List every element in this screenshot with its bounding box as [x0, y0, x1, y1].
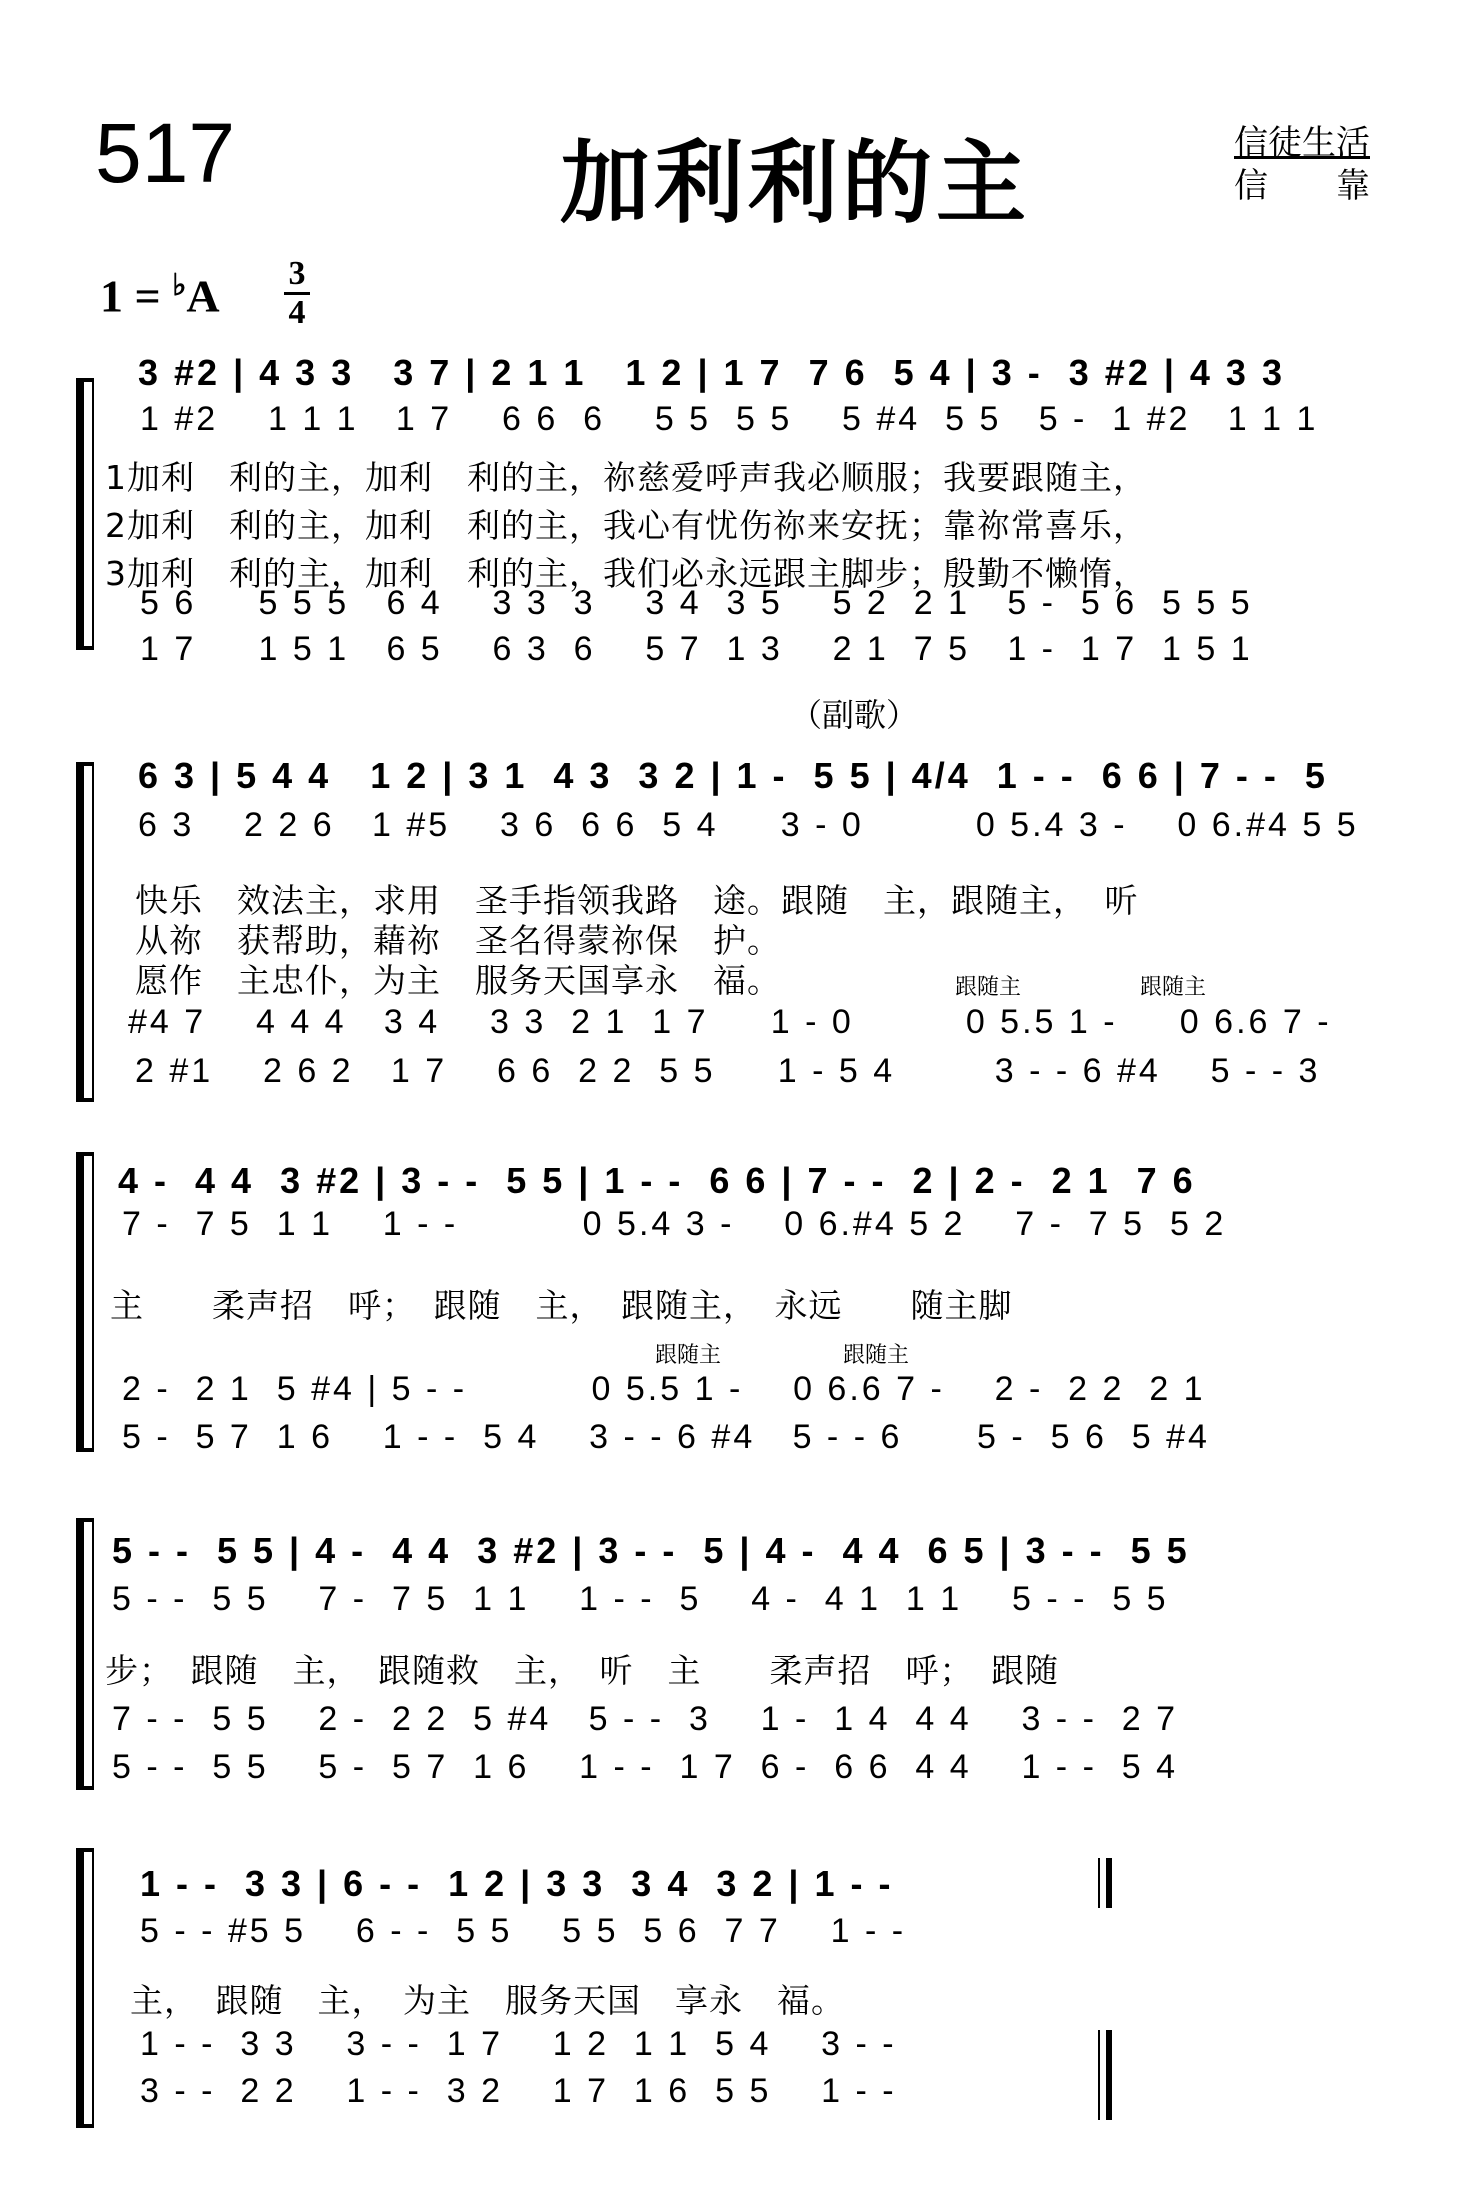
final-barline-thin-bottom: [1098, 2030, 1100, 2120]
system2-verse2: 从祢 获帮助，藉祢 圣名得蒙祢保 护。: [135, 921, 781, 960]
hymn-title: 加利利的主: [560, 130, 1030, 236]
flat-sign: ♭: [172, 269, 187, 302]
system1-alto: 1 #2 1 1 1 1 7 6 6 6 5 5 5 5 5 #4 5 5 5 - 1 #2 1 1 1: [140, 400, 1319, 438]
time-top: 3: [288, 255, 306, 292]
system3-verse1: 主 柔声招 呼； 跟随 主， 跟随主， 永远 随主脚: [110, 1286, 1013, 1325]
system3-alto: 7 - 7 5 1 1 1 - - 0 5.4 3 - 0 6.#4 5 2 7 - 7 5 5 2: [122, 1205, 1227, 1243]
system2-alto-cue-2: 跟随主: [1140, 975, 1207, 1000]
credit-category: 信 靠: [1234, 166, 1370, 206]
system5-tenor: 1 - - 3 3 3 - - 1 7 1 2 1 1 5 4 3 - -: [140, 2025, 897, 2063]
system3-tenor: 2 - 2 1 5 #4 | 5 - - 0 5.5 1 - 0 6.6 7 - 2 - 2 2 2 1: [122, 1370, 1206, 1408]
time-signature: [282, 256, 312, 331]
system5-verse1: 主， 跟随 主， 为主 服务天国 享永 福。: [130, 1981, 845, 2020]
system1-tenor: 5 6 5 5 5 6 4 3 3 3 3 4 3 5 5 2 2 1 5 - 5 6 5 5 5: [140, 584, 1253, 622]
system2-soprano: 6 3 | 5 4 4 1 2 | 3 1 4 3 3 2 | 1 - 5 5 | 4/4 1 - - 6 6 | 7 - - 5: [138, 755, 1328, 796]
final-barline-thick-top: [1106, 1858, 1112, 1908]
system1-verse1: 1加利 利的主，加利 利的主，祢慈爱呼声我必顺服；我要跟随主，: [105, 458, 1147, 497]
system2-alto: 6 3 2 2 6 1 #5 3 6 6 6 5 4 3 - 0 0 5.4 3 - 0 6.#4 5 5: [138, 806, 1359, 844]
time-bottom: 4: [288, 294, 306, 331]
credit-source: 信徒生活: [1234, 123, 1370, 163]
system2-bass: 2 #1 2 6 2 1 7 6 6 2 2 5 5 1 - 5 4 3 - - 6 #4 5 - - 3: [135, 1052, 1321, 1090]
key-letter: A: [186, 270, 220, 322]
system5-bass: 3 - - 2 2 1 - - 3 2 1 7 1 6 5 5 1 - -: [140, 2072, 897, 2110]
final-barline-thin-top: [1098, 1858, 1100, 1908]
chorus-label: （副歌）: [790, 696, 919, 734]
system3-bass: 5 - 5 7 1 6 1 - - 5 4 3 - - 6 #4 5 - - 6 5 - 5 6 5 #4: [122, 1418, 1210, 1456]
system5-alto: 5 - - #5 5 6 - - 5 5 5 5 5 6 7 7 1 - -: [140, 1912, 907, 1950]
system2-tenor: #4 7 4 4 4 3 4 3 3 2 1 1 7 1 - 0 0 5.5 1 - 0 6.6 7 -: [128, 1003, 1332, 1041]
system1-verse2: 2加利 利的主，加利 利的主，我心有忧伤祢来安抚；靠祢常喜乐，: [105, 506, 1147, 545]
key-prefix: 1 =: [100, 270, 173, 322]
key-signature: [100, 268, 220, 322]
system1-soprano: 3 #2 | 4 3 3 3 7 | 2 1 1 1 2 | 1 7 7 6 5 4 | 3 - 3 #2 | 4 3 3: [138, 352, 1285, 393]
system5-soprano: 1 - - 3 3 | 6 - - 1 2 | 3 3 3 4 3 2 | 1 - -: [140, 1863, 894, 1904]
system2-verse1: 快乐 效法主，求用 圣手指领我路 途。跟随 主，跟随主， 听: [135, 881, 1139, 920]
system3-alto-cue-2: 跟随主: [843, 1343, 910, 1368]
final-barline-thick-bottom: [1106, 2030, 1112, 2120]
system4-alto: 5 - - 5 5 7 - 7 5 1 1 1 - - 5 4 - 4 1 1 1 5 - - 5 5: [112, 1580, 1169, 1618]
system4-verse1: 步； 跟随 主， 跟随救 主， 听 主 柔声招 呼； 跟随: [105, 1651, 1059, 1690]
system1-bass: 1 7 1 5 1 6 5 6 3 6 5 7 1 3 2 1 7 5 1 - 1 7 1 5 1: [140, 630, 1253, 668]
system3-soprano: 4 - 4 4 3 #2 | 3 - - 5 5 | 1 - - 6 6 | 7 - - 2 | 2 - 2 1 7 6: [118, 1160, 1196, 1201]
system2-verse3: 愿作 主忠仆，为主 服务天国享永 福。: [135, 961, 781, 1000]
system4-bass: 5 - - 5 5 5 - 5 7 1 6 1 - - 1 7 6 - 6 6 4 4 1 - - 5 4: [112, 1748, 1179, 1786]
system4-tenor: 7 - - 5 5 2 - 2 2 5 #4 5 - - 3 1 - 1 4 4 4 3 - - 2 7: [112, 1700, 1179, 1738]
system4-soprano: 5 - - 5 5 | 4 - 4 4 3 #2 | 3 - - 5 | 4 - 4 4 6 5 | 3 - - 5 5: [112, 1530, 1190, 1571]
system3-alto-cue-1: 跟随主: [655, 1343, 722, 1368]
hymn-number: 517: [95, 106, 236, 200]
system2-alto-cue-1: 跟随主: [955, 975, 1022, 1000]
system1-verse3: 3加利 利的主，加利 利的主，我们必永远跟主脚步；殷勤不懒惰，: [105, 554, 1147, 593]
